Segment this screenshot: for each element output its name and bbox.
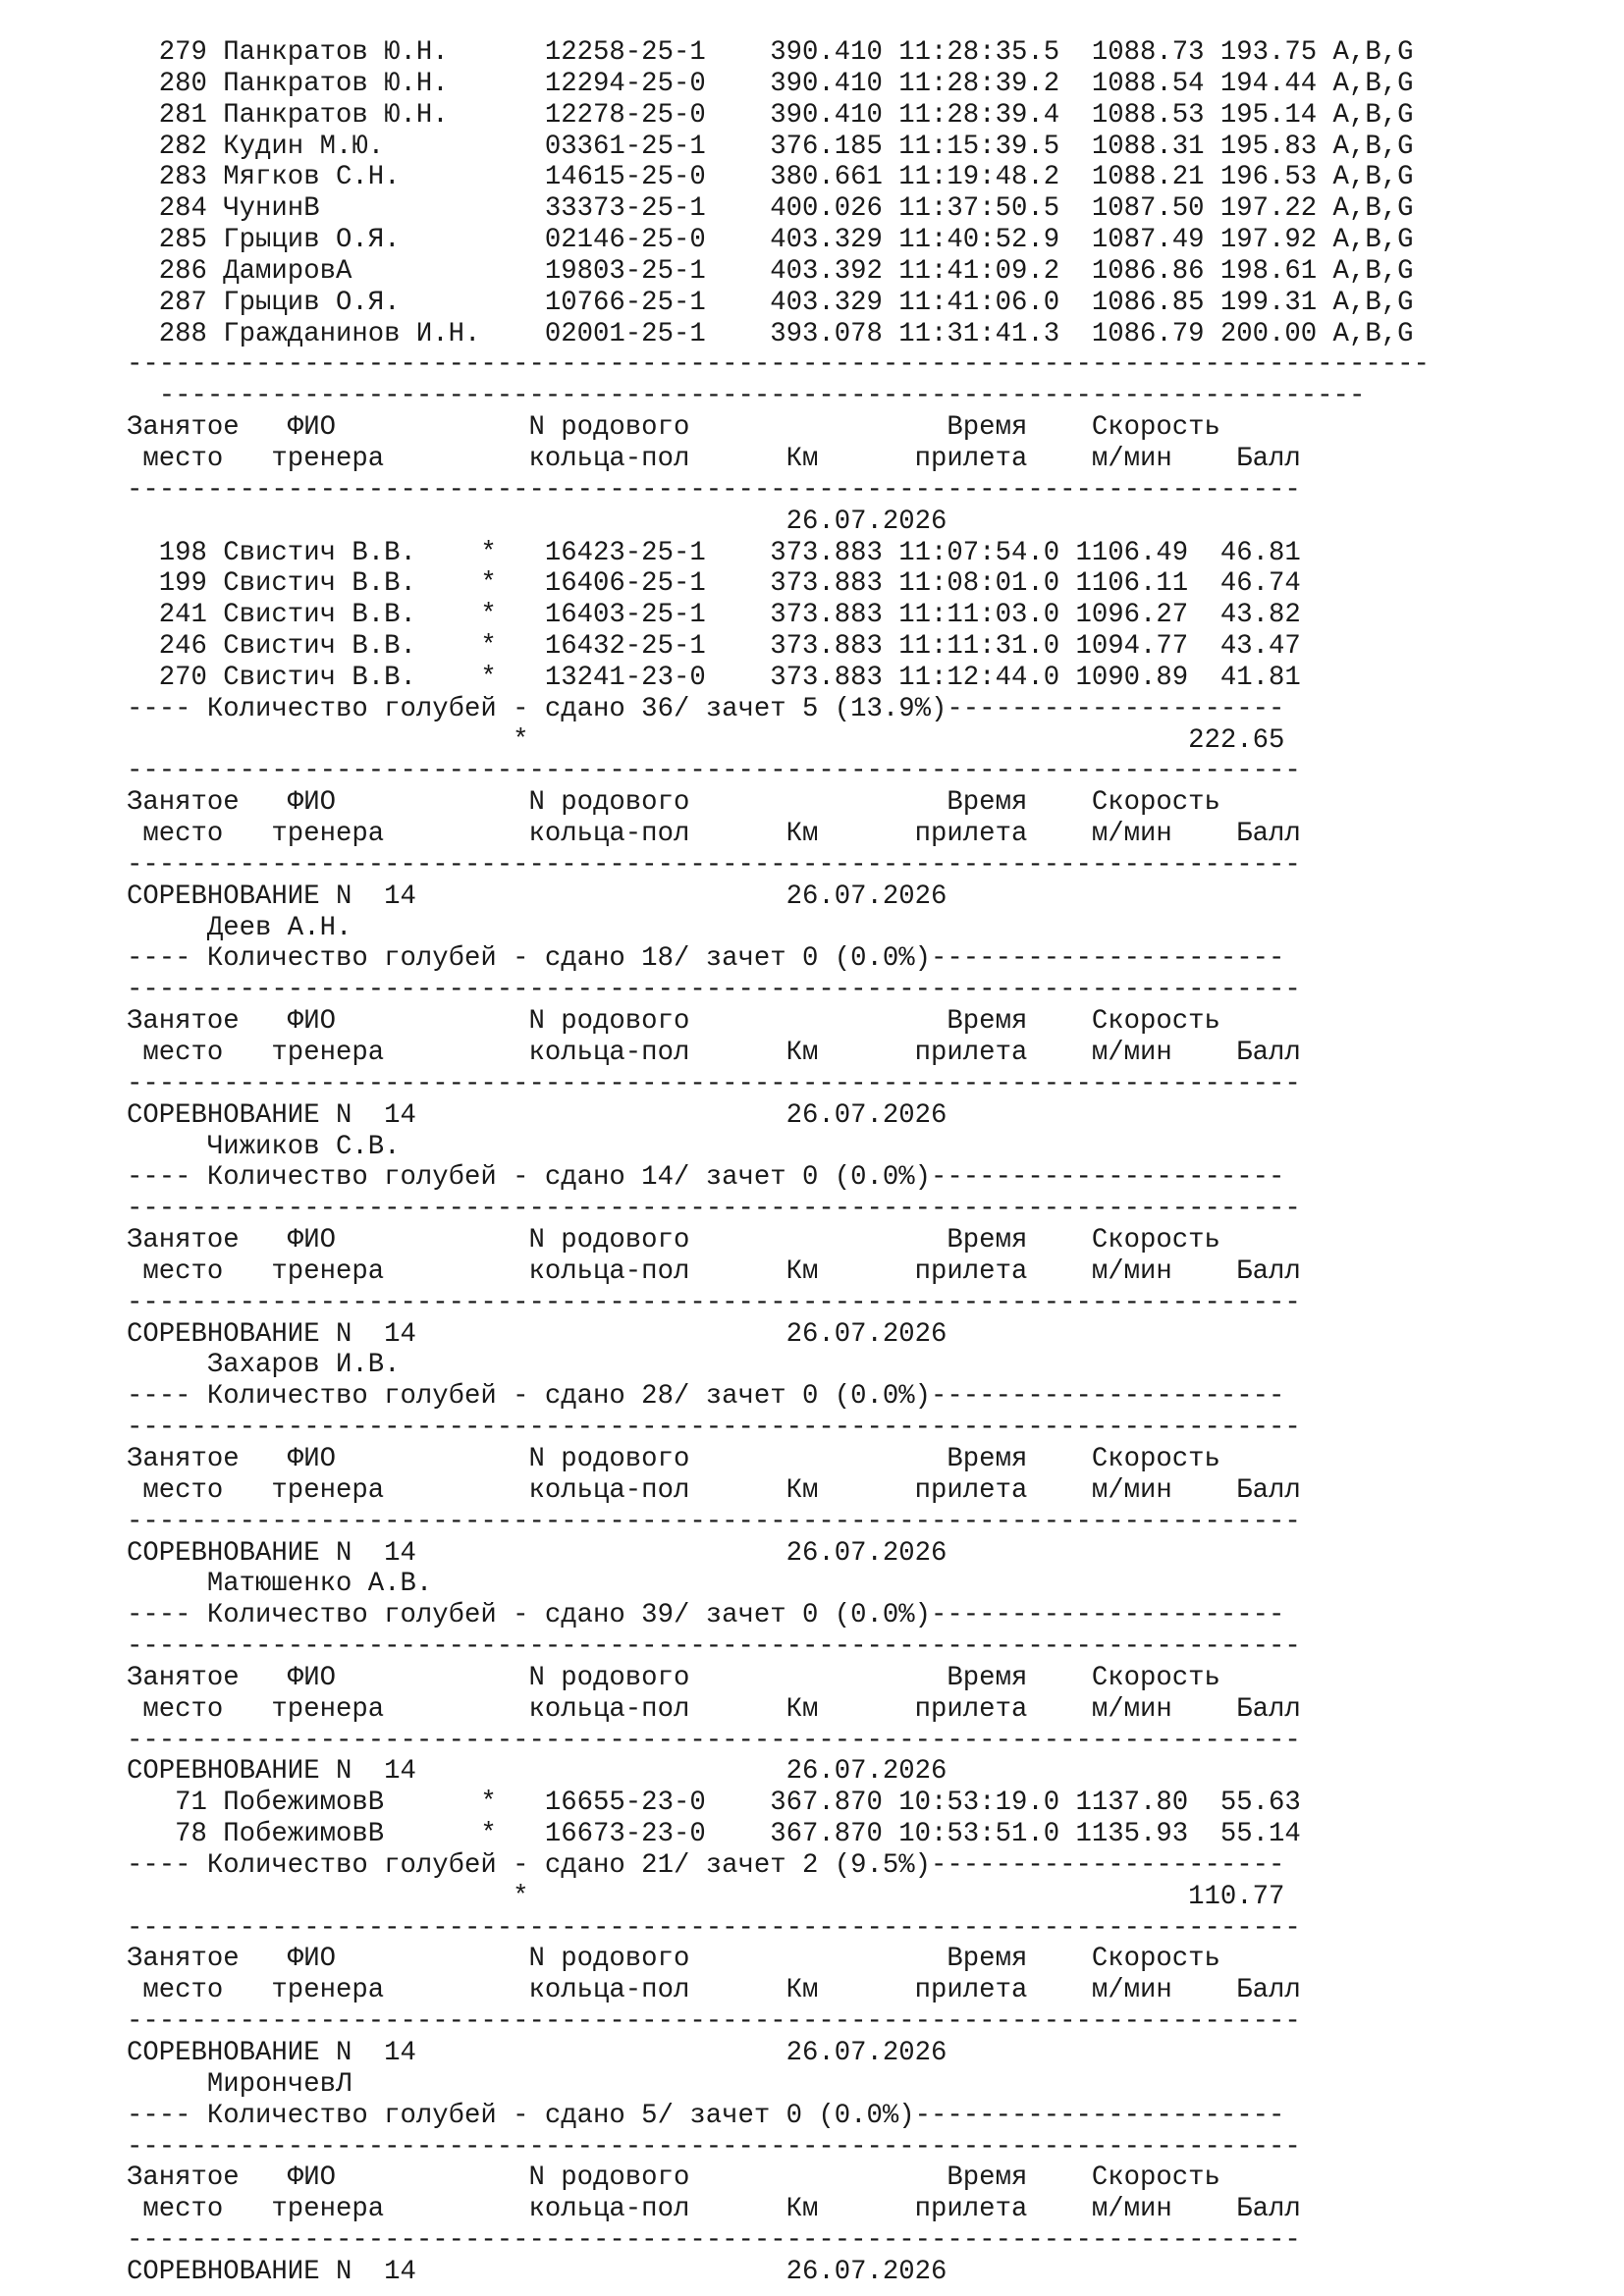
printout-line: Чижиков С.В. <box>127 1131 401 1162</box>
printout-line: --------------------------------------------------------------------------------- <box>127 349 1430 381</box>
printout-line: ------------------------------------------------------------------------- <box>127 1287 1301 1318</box>
printout-line: Захаров И.В. <box>127 1350 401 1381</box>
printout-line: место тренера кольца-пол Км прилета м/мин Балл <box>127 2194 1301 2225</box>
printout-line: ---- Количество голубей - сдано 18/ зачет 0 (0.0%)---------------------- <box>127 943 1285 975</box>
printout-line: ------------------------------------------------------------------------- <box>127 1068 1301 1099</box>
printout-line: 198 Свистич В.В. * 16423-25-1 373.883 11:07:54.0 1106.49 46.81 <box>127 537 1301 568</box>
printout-line: ---- Количество голубей - сдано 39/ зачет 0 (0.0%)---------------------- <box>127 1600 1285 1631</box>
printout-line: СОРЕВНОВАНИЕ N 14 26.07.2026 <box>127 1318 947 1350</box>
printout-line: ------------------------------------------------------------------------- <box>127 756 1301 787</box>
printout-line: 284 ЧунинВ 33373-25-1 400.026 11:37:50.5 1087.50 197.22 A,B,G <box>127 193 1414 225</box>
printout-line: ------------------------------------------------------------------------- <box>127 2225 1301 2257</box>
printout-line: Занятое ФИО N родового Время Скорость <box>127 2163 1220 2194</box>
printout-line: ------------------------------------------------------------------------- <box>127 2131 1301 2163</box>
printout-line: СОРЕВНОВАНИЕ N 14 26.07.2026 <box>127 2256 947 2287</box>
printout-line: * 110.77 <box>127 1881 1285 1912</box>
printout-line: ---- Количество голубей - сдано 36/ зачет 5 (13.9%)--------------------- <box>127 693 1285 724</box>
printout-line: ------------------------------------------------------------------------- <box>127 849 1301 881</box>
printout-line: Занятое ФИО N родового Время Скорость <box>127 1006 1220 1038</box>
printout-line: Занятое ФИО N родового Время Скорость <box>127 787 1220 819</box>
printout-line: 71 ПобежимовВ * 16655-23-0 367.870 10:53:19.0 1137.80 55.63 <box>127 1788 1301 1819</box>
printout-line: ------------------------------------------------------------------------- <box>127 1725 1301 1756</box>
printout-line: место тренера кольца-пол Км прилета м/мин Балл <box>127 1255 1301 1287</box>
printout-line: ---- Количество голубей - сдано 14/ зачет 0 (0.0%)---------------------- <box>127 1162 1285 1194</box>
printout-line: 282 Кудин М.Ю. 03361-25-1 376.185 11:15:39.5 1088.31 195.83 A,B,G <box>127 131 1414 162</box>
printout-line: Занятое ФИО N родового Время Скорость <box>127 1662 1220 1693</box>
printout-line: Матюшенко А.В. <box>127 1569 433 1600</box>
printout-line: ------------------------------------------------------------------------- <box>127 975 1301 1006</box>
printout-line: место тренера кольца-пол Км прилета м/мин Балл <box>127 443 1301 474</box>
printout-line: 241 Свистич В.В. * 16403-25-1 373.883 11:11:03.0 1096.27 43.82 <box>127 600 1301 631</box>
printout-line: ------------------------------------------------------------------------- <box>127 1912 1301 1944</box>
printout-line: 281 Панкратов Ю.Н. 12278-25-0 390.410 11:28:39.4 1088.53 195.14 A,B,G <box>127 99 1414 131</box>
printout-line: ------------------------------------------------------------------------- <box>127 1194 1301 1225</box>
printout-line: 270 Свистич В.В. * 13241-23-0 373.883 11:12:44.0 1090.89 41.81 <box>127 662 1301 693</box>
printout-line: СОРЕВНОВАНИЕ N 14 26.07.2026 <box>127 1537 947 1569</box>
printout-line: 26.07.2026 <box>127 506 947 537</box>
printout-line: * 222.65 <box>127 724 1285 756</box>
printout-line: 279 Панкратов Ю.Н. 12258-25-1 390.410 11:28:35.5 1088.73 193.75 A,B,G <box>127 37 1414 68</box>
printout-line: 285 Грыцив О.Я. 02146-25-0 403.329 11:40:52.9 1087.49 197.92 A,B,G <box>127 225 1414 256</box>
printout-line: 286 ДамировА 19803-25-1 403.392 11:41:09.2 1086.86 198.61 A,B,G <box>127 255 1414 287</box>
printout-line: место тренера кольца-пол Км прилета м/мин Балл <box>127 1038 1301 1068</box>
printout-line: Занятое ФИО N родового Время Скорость <box>127 1944 1220 1975</box>
printout-line: 199 Свистич В.В. * 16406-25-1 373.883 11:08:01.0 1106.11 46.74 <box>127 568 1301 600</box>
printout-line: 287 Грыцив О.Я. 10766-25-1 403.329 11:41:06.0 1086.85 199.31 A,B,G <box>127 287 1414 318</box>
printout-line: 246 Свистич В.В. * 16432-25-1 373.883 11:11:31.0 1094.77 43.47 <box>127 631 1301 663</box>
printout-line: ------------------------------------------------------------------------- <box>127 1506 1301 1537</box>
printout-line: Занятое ФИО N родового Время Скорость <box>127 1443 1220 1474</box>
printout-line: Деев А.Н. <box>127 912 352 943</box>
printout-line: 283 Мягков С.Н. 14615-25-0 380.661 11:19:48.2 1088.21 196.53 A,B,G <box>127 162 1414 193</box>
printout-line: ---- Количество голубей - сдано 5/ зачет 0 (0.0%)----------------------- <box>127 2100 1285 2131</box>
printout-line: СОРЕВНОВАНИЕ N 14 26.07.2026 <box>127 2038 947 2068</box>
printout-line: Занятое ФИО N родового Время Скорость <box>127 412 1220 444</box>
printout-line: СОРЕВНОВАНИЕ N 14 26.07.2026 <box>127 1756 947 1788</box>
printout-line: 280 Панкратов Ю.Н. 12294-25-0 390.410 11:28:39.2 1088.54 194.44 A,B,G <box>127 68 1414 99</box>
printout-line: --------------------------------------------------------------------------- <box>127 381 1366 412</box>
printout-line: место тренера кольца-пол Км прилета м/мин Балл <box>127 819 1301 850</box>
printout-line: Занятое ФИО N родового Время Скорость <box>127 1225 1220 1256</box>
printout-line: ------------------------------------------------------------------------- <box>127 2006 1301 2038</box>
printout-line: ---- Количество голубей - сдано 28/ зачет 0 (0.0%)---------------------- <box>127 1381 1285 1413</box>
printout-line: ------------------------------------------------------------------------- <box>127 1631 1301 1663</box>
printout-line: СОРЕВНОВАНИЕ N 14 26.07.2026 <box>127 1099 947 1131</box>
printout-line: 78 ПобежимовВ * 16673-23-0 367.870 10:53:51.0 1135.93 55.14 <box>127 1819 1301 1850</box>
printout-line: место тренера кольца-пол Км прилета м/мин Балл <box>127 1474 1301 1506</box>
printout-line: место тренера кольца-пол Км прилета м/мин Балл <box>127 1975 1301 2006</box>
printout-line: 288 Гражданинов И.Н. 02001-25-1 393.078 11:31:41.3 1086.79 200.00 A,B,G <box>127 318 1414 349</box>
printout-line: СОРЕВНОВАНИЕ N 14 26.07.2026 <box>127 881 947 912</box>
printout-line: ------------------------------------------------------------------------- <box>127 474 1301 506</box>
results-printout <box>127 37 1599 2288</box>
printout-line: ---- Количество голубей - сдано 21/ зачет 2 (9.5%)---------------------- <box>127 1849 1285 1881</box>
printout-line: место тренера кольца-пол Км прилета м/мин Балл <box>127 1693 1301 1725</box>
printout-line: ------------------------------------------------------------------------- <box>127 1413 1301 1444</box>
printout-line: МирончевЛ <box>127 2068 352 2100</box>
